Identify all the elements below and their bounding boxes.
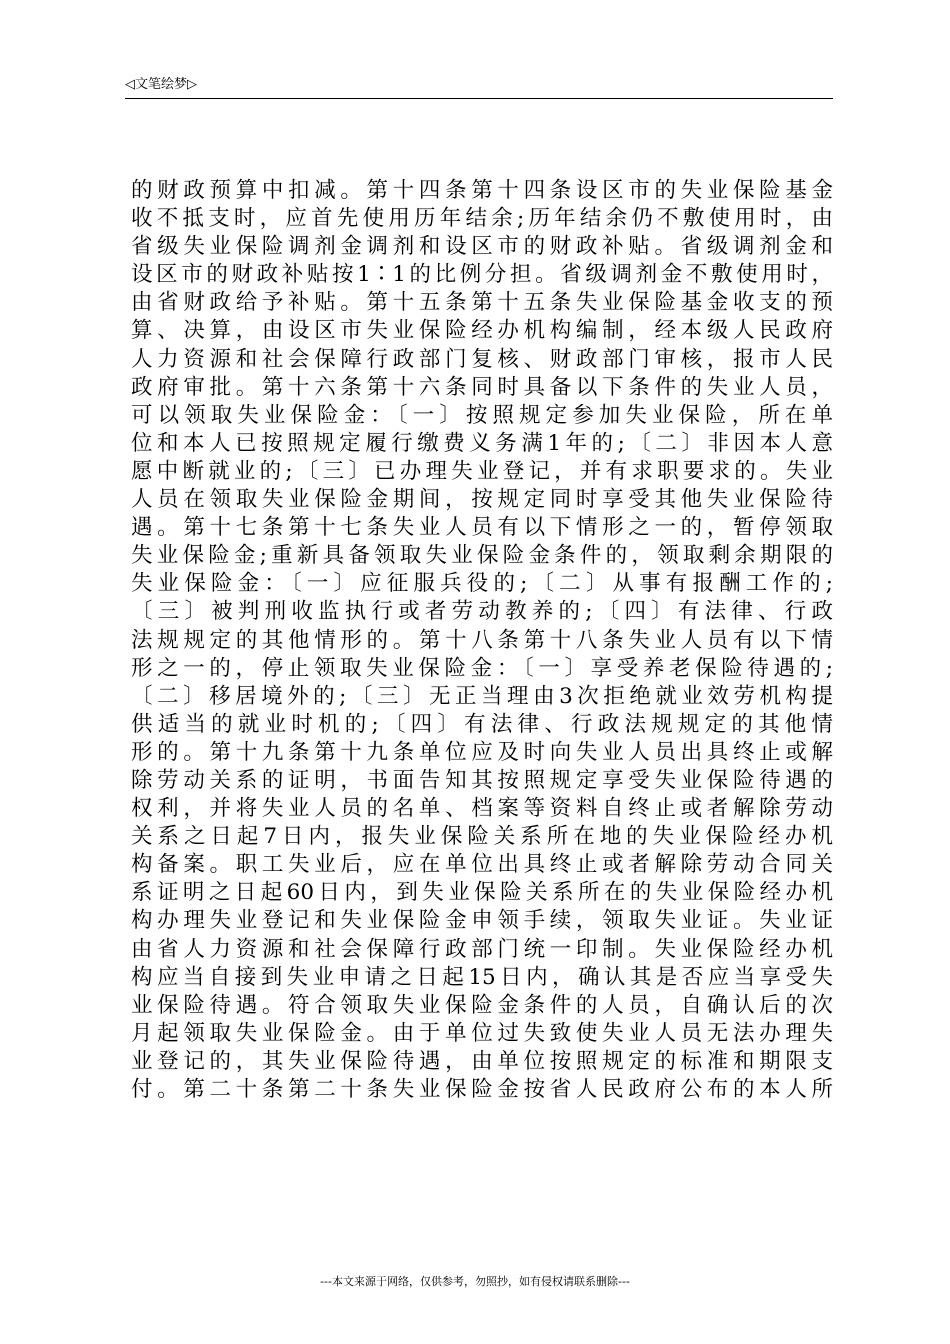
body-line: 省级失业保险调剂金调剂和设区市的财政补贴。省级调剂金和 [131, 234, 833, 260]
body-line: 失业保险金：〔一〕应征服兵役的;〔二〕从事有报酬工作的; [131, 571, 833, 597]
body-line: 失业保险金;重新具备领取失业保险金条件的，领取剩余期限的 [131, 543, 833, 569]
body-line: 人力资源和社会保障行政部门复核、财政部门审核，报市人民 [131, 346, 833, 372]
body-line: 系证明之日起60日内，到失业保险关系所在的失业保险经办机 [131, 880, 833, 906]
body-line: 由省财政给予补贴。第十五条第十五条失业保险基金收支的预 [131, 290, 833, 316]
body-line: 的财政预算中扣减。第十四条第十四条设区市的失业保险基金 [131, 178, 833, 203]
body-line: 位和本人已按照规定履行缴费义务满1年的;〔二〕非因本人意 [131, 430, 833, 456]
body-line: 收不抵支时，应首先使用历年结余;历年结余仍不敷使用时，由 [131, 206, 833, 232]
body-line: 法规规定的其他情形的。第十八条第十八条失业人员有以下情 [131, 627, 833, 653]
body-line: 〔三〕被判刑收监执行或者劳动教养的;〔四〕有法律、行政 [131, 599, 833, 625]
header-title: ◁文笔绘梦▷ [125, 77, 197, 92]
body-line: 形之一的，停止领取失业保险金：〔一〕享受养老保险待遇的; [131, 655, 833, 681]
body-line: 业登记的，其失业保险待遇，由单位按照规定的标准和期限支 [131, 1048, 833, 1074]
body-line: 愿中断就业的;〔三〕已办理失业登记，并有求职要求的。失业 [131, 458, 833, 484]
body-line: 构应当自接到失业申请之日起15日内，确认其是否应当享受失 [131, 964, 833, 990]
body-line: 设区市的财政补贴按1∶1的比例分担。省级调剂金不敷使用时， [131, 262, 833, 288]
body-line: 构备案。职工失业后，应在单位出具终止或者解除劳动合同关 [131, 852, 833, 878]
body-line: 遇。第十七条第十七条失业人员有以下情形之一的，暂停领取 [131, 515, 833, 541]
body-line: 人员在领取失业保险金期间，按规定同时享受其他失业保险待 [131, 487, 833, 513]
body-line: 关系之日起7日内，报失业保险关系所在地的失业保险经办机 [131, 824, 833, 850]
body-line: 构办理失业登记和失业保险金申领手续，领取失业证。失业证 [131, 908, 833, 934]
page-header [125, 74, 833, 99]
body-line: 政府审批。第十六条第十六条同时具备以下条件的失业人员， [131, 374, 833, 400]
body-line: 形的。第十九条第十九条单位应及时向失业人员出具终止或解 [131, 739, 833, 765]
body-line: 可以领取失业保险金：〔一〕按照规定参加失业保险，所在单 [131, 402, 833, 428]
body-line: 算、决算，由设区市失业保险经办机构编制，经本级人民政府 [131, 318, 833, 344]
body-line: 供适当的就业时机的;〔四〕有法律、行政法规规定的其他情 [131, 711, 833, 737]
body-line: 〔二〕移居境外的;〔三〕无正当理由3次拒绝就业效劳机构提 [131, 683, 833, 709]
body-line: 付。第二十条第二十条失业保险金按省人民政府公布的本人所 [131, 1077, 833, 1102]
body-line: 权利，并将失业人员的名单、档案等资料自终止或者解除劳动 [131, 796, 833, 822]
body-line: 业保险待遇。符合领取失业保险金条件的人员，自确认后的次 [131, 992, 833, 1018]
body-line: 由省人力资源和社会保障行政部门统一印制。失业保险经办机 [131, 936, 833, 962]
body-line: 月起领取失业保险金。由于单位过失致使失业人员无法办理失 [131, 1020, 833, 1046]
body-line: 除劳动关系的证明，书面告知其按照规定享受失业保险待遇的 [131, 767, 833, 793]
body-text [131, 177, 833, 1104]
page-footer: ---本文来源于网络，仅供参考，勿照抄，如有侵权请联系删除--- [320, 1275, 630, 1288]
